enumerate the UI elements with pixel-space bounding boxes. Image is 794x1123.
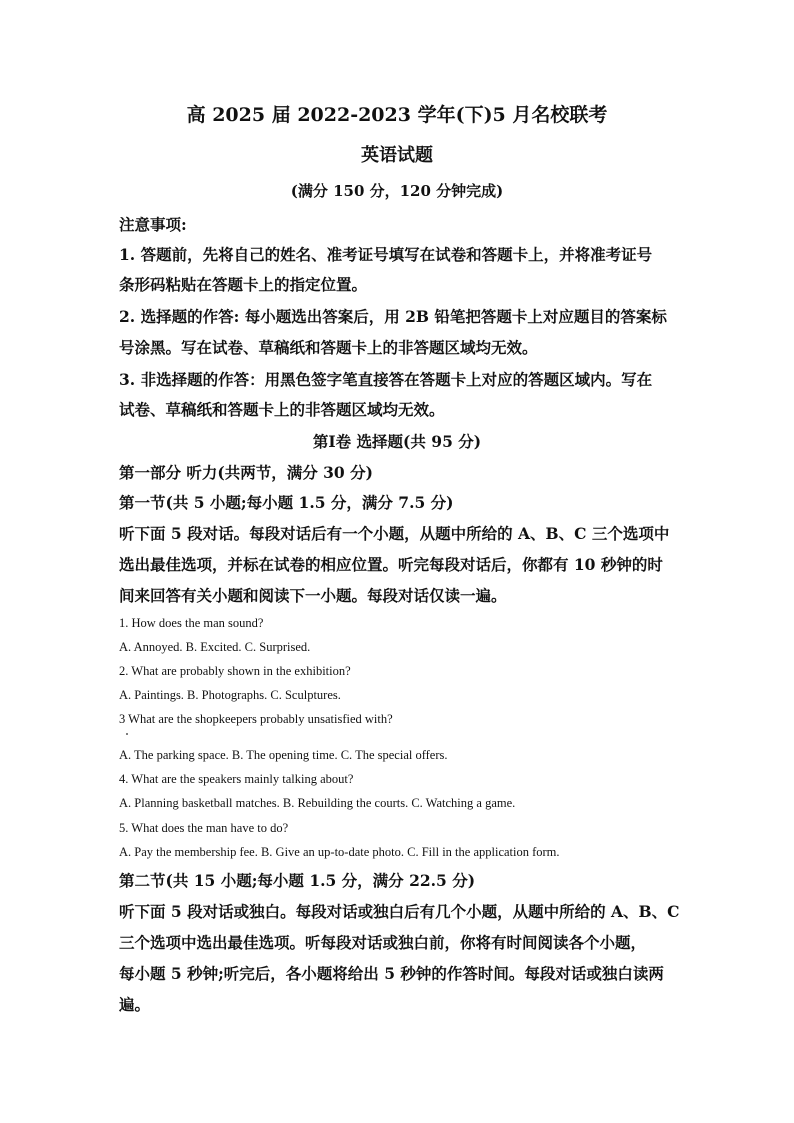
question-2-options: A. Paintings. B. Photographs. C. Sculptures. [119, 688, 341, 702]
notice-item-2-line-1: 2. 选择题的作答: 每小题选出答案后，用 2B 铅笔把答题卡上对应题目的答案标 [119, 307, 667, 326]
notice-item-1-line-2: 条形码粘贴在答题卡上的指定位置。 [119, 275, 368, 294]
question-5-options: A. Pay the membership fee. B. Give an up-to-date photo. C. Fill in the application form. [119, 845, 560, 859]
exam-info: (满分 150 分，120 分钟完成) [290, 182, 504, 200]
exam-title: 高 2025 届 2022-2023 学年(下)5 月名校联考 [186, 104, 608, 126]
notice-item-3-line-1: 3. 非选择题的作答：用黑色签字笔直接答在答题卡上对应的答题区域内。写在 [119, 370, 653, 389]
stray-dot [126, 733, 128, 735]
question-2: 2. What are probably shown in the exhibition? [119, 664, 351, 678]
section2-instruction-line-3: 每小题 5 秒钟;听完后，各小题将给出 5 秒钟的作答时间。每段对话或独白读两 [119, 964, 664, 983]
section1-heading: 第一节(共 5 小题;每小题 1.5 分，满分 7.5 分) [119, 493, 454, 512]
section2-heading: 第二节(共 15 小题;每小题 1.5 分，满分 22.5 分) [119, 871, 476, 890]
question-4-options: A. Planning basketball matches. B. Rebuilding the courts. C. Watching a game. [119, 796, 516, 810]
question-5: 5. What does the man have to do? [119, 821, 289, 835]
notice-item-1-line-1: 1. 答题前，先将自己的姓名、准考证号填写在试卷和答题卡上，并将准考证号 [119, 245, 653, 264]
section1-instruction-line-3: 间来回答有关小题和阅读下一小题。每段对话仅读一遍。 [119, 586, 507, 605]
volume-heading: 第Ⅰ卷 选择题(共 95 分) [312, 432, 482, 451]
notice-heading: 注意事项: [119, 215, 187, 234]
subject-title: 英语试题 [361, 145, 433, 166]
question-1: 1. How does the man sound? [119, 616, 264, 630]
question-1-options: A. Annoyed. B. Excited. C. Surprised. [119, 640, 311, 654]
section2-instruction-line-4: 遍。 [119, 995, 151, 1014]
question-3: 3 What are the shopkeepers probably unsatisfied with? [119, 712, 393, 726]
section1-instruction-line-2: 选出最佳选项，并标在试卷的相应位置。听完每段对话后，你都有 10 秒钟的时 [119, 555, 663, 574]
notice-item-2-line-2: 号涂黑。写在试卷、草稿纸和答题卡上的非答题区域均无效。 [119, 338, 538, 357]
question-4: 4. What are the speakers mainly talking about? [119, 772, 354, 786]
section2-instruction-line-1: 听下面 5 段对话或独白。每段对话或独白后有几个小题，从题中所给的 A、B、C [119, 902, 680, 921]
section1-instruction-line-1: 听下面 5 段对话。每段对话后有一个小题，从题中所给的 A、B、C 三个选项中 [119, 524, 670, 543]
part1-heading: 第一部分 听力(共两节，满分 30 分) [119, 463, 373, 482]
question-3-options: A. The parking space. B. The opening time. C. The special offers. [119, 748, 448, 762]
section2-instruction-line-2: 三个选项中选出最佳选项。听每段对话或独白前，你将有时间阅读各个小题， [119, 933, 647, 952]
notice-item-3-line-2: 试卷、草稿纸和答题卡上的非答题区域均无效。 [119, 400, 445, 419]
